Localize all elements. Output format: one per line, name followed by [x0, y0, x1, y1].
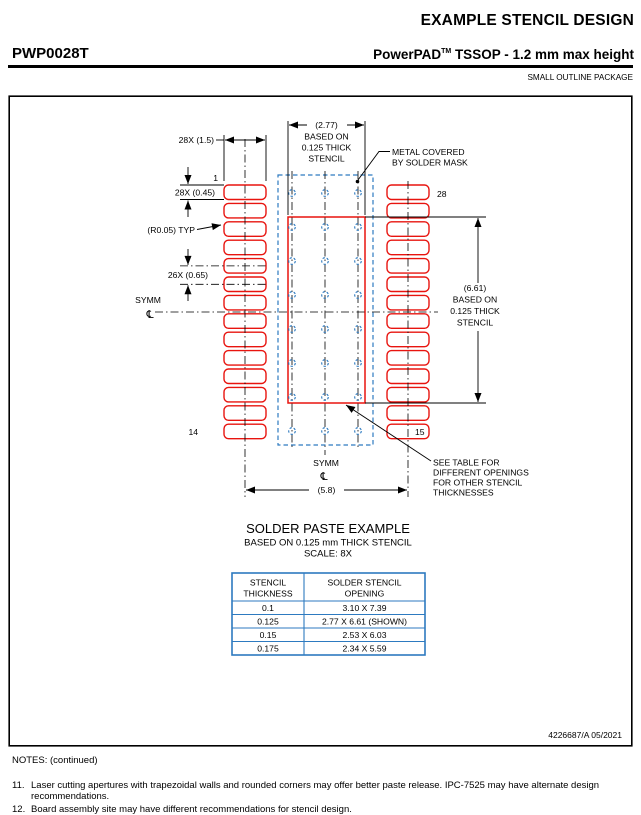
svg-text:2.53 X 6.03: 2.53 X 6.03 [342, 630, 387, 640]
pin14-label: 14 [188, 427, 198, 437]
svg-text:BY SOLDER MASK: BY SOLDER MASK [392, 157, 468, 168]
caption-subtitle: BASED ON 0.125 mm THICK STENCIL [244, 537, 412, 549]
pin1-label: 1 [213, 173, 218, 183]
note-item [12, 780, 616, 803]
svg-text:0.175: 0.175 [257, 643, 279, 654]
symm-bottom [313, 458, 339, 483]
svg-text:FOR OTHER STENCIL: FOR OTHER STENCIL [433, 477, 523, 488]
svg-text:THICKNESSES: THICKNESSES [433, 487, 494, 498]
pin15-label: 15 [415, 427, 425, 437]
dim-span-value: (5.8) [317, 485, 336, 495]
table-row [262, 603, 387, 613]
svg-text:STENCIL: STENCIL [308, 153, 345, 164]
pin28-label: 28 [437, 189, 447, 199]
notes-section [12, 755, 616, 815]
svg-text:0.125 THICK: 0.125 THICK [450, 306, 500, 316]
package-subtitle [373, 47, 634, 62]
dim-span [246, 483, 407, 495]
svg-text:METAL COVERED: METAL COVERED [392, 147, 465, 157]
notes-heading: NOTES: (continued) [12, 755, 98, 766]
note-number: 11. [12, 779, 25, 791]
svg-text:0.1: 0.1 [262, 603, 274, 613]
svg-text:OPENING: OPENING [344, 588, 385, 599]
table-header-thickness: STENCIL [249, 577, 287, 588]
stencil-opening-rect [288, 217, 365, 403]
corner-radius-callout [147, 225, 221, 235]
svg-text:DIFFERENT OPENINGS: DIFFERENT OPENINGS [433, 467, 529, 478]
figure-caption [244, 521, 412, 560]
dim-opening-width-value: (2.77) [315, 120, 338, 130]
svg-text:0.15: 0.15 [259, 630, 277, 640]
svg-text:STENCIL: STENCIL [456, 317, 494, 328]
svg-text:28X (1.5): 28X (1.5) [178, 135, 214, 145]
dim-opening-height-value: (6.61) [463, 283, 487, 293]
note-text: Board assembly site may have different recommendations for stencil design. [31, 803, 352, 815]
trademark-symbol: TM [441, 48, 452, 55]
table-row [257, 644, 386, 654]
table-header-opening: SOLDER STENCIL [327, 577, 402, 588]
svg-text:3.10 X 7.39: 3.10 X 7.39 [342, 603, 387, 613]
svg-text:SEE TABLE FOR: SEE TABLE FOR [433, 457, 500, 468]
caption-scale: SCALE: 8X [303, 548, 353, 560]
svg-text:BASED ON: BASED ON [452, 294, 498, 305]
package-brand: PowerPAD [373, 47, 442, 62]
package-family: SMALL OUTLINE PACKAGE [527, 73, 633, 82]
note-item [12, 804, 616, 815]
stencil-drawing [8, 95, 633, 747]
svg-text:(R0.05) TYP: (R0.05) TYP [147, 225, 195, 235]
svg-text:THICKNESS: THICKNESS [243, 588, 293, 599]
dim-opening-width [288, 119, 365, 215]
dim-pad-length [179, 135, 266, 181]
caption-title: SOLDER PASTE EXAMPLE [246, 521, 410, 536]
symm-left [135, 295, 161, 321]
figure-border [9, 96, 632, 746]
svg-text:2.34 X 5.59: 2.34 X 5.59 [342, 643, 387, 654]
svg-text:SYMM: SYMM [313, 458, 339, 468]
svg-text:26X (0.65): 26X (0.65) [167, 270, 208, 280]
dim-pitch [168, 249, 208, 301]
svg-text:SYMM: SYMM [135, 295, 161, 305]
centerline-symbol: ℄ [146, 308, 154, 321]
svg-text:28X (0.45): 28X (0.45) [174, 187, 215, 198]
svg-text:0.125: 0.125 [257, 616, 279, 627]
svg-text:2.77 X 6.61 (SHOWN): 2.77 X 6.61 (SHOWN) [321, 616, 408, 627]
document-number: 4226687/A 05/2021 [548, 730, 622, 740]
table-row [257, 617, 407, 627]
svg-text:0.125 THICK: 0.125 THICK [301, 142, 352, 153]
stencil-table [232, 573, 425, 655]
note-number: 12. [12, 803, 26, 815]
page-title: EXAMPLE STENCIL DESIGN [420, 12, 634, 29]
note-text: Laser cutting apertures with trapezoidal walls and rounded corners may offer better paste release. IPC-7525 may have alternate design recommendations. [31, 779, 600, 802]
table-row [260, 630, 387, 640]
svg-text:BASED ON: BASED ON [304, 131, 349, 142]
package-description: TSSOP - 1.2 mm max height [451, 47, 634, 62]
part-number: PWP0028T [12, 45, 89, 62]
centerline-symbol: ℄ [320, 470, 328, 483]
header-rule [8, 65, 633, 68]
